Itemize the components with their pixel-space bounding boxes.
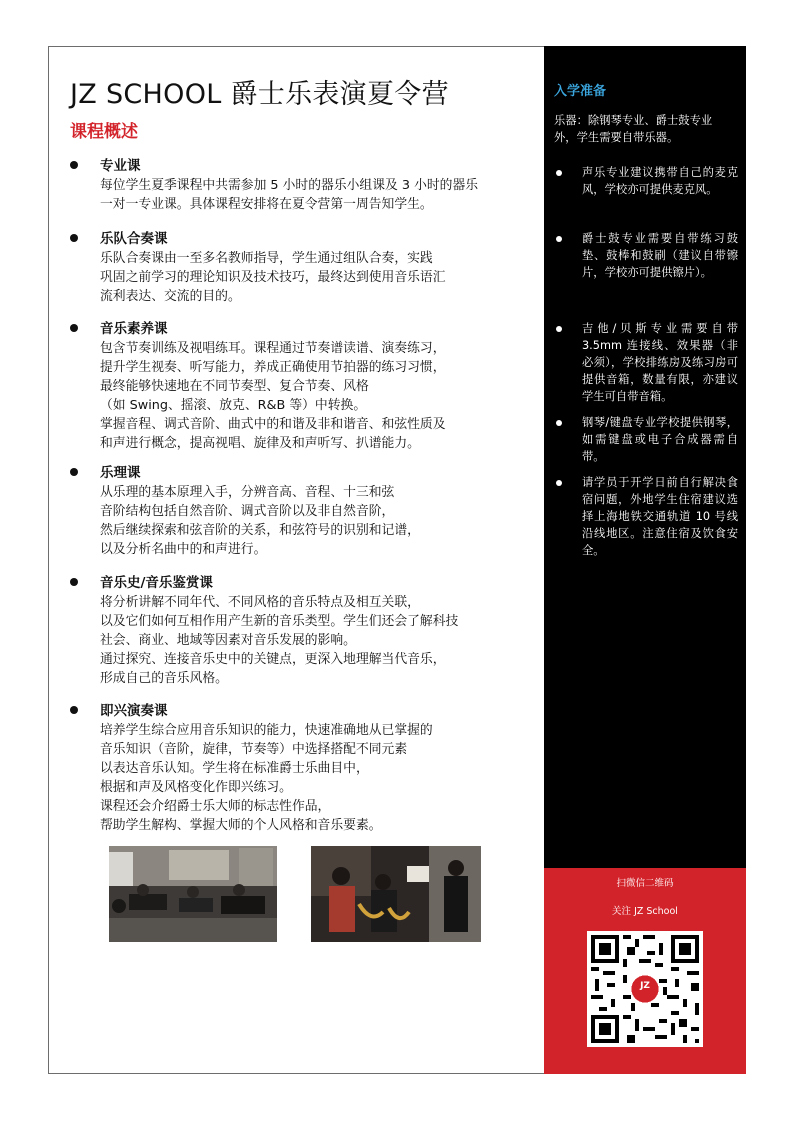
bullet-icon <box>70 706 78 714</box>
page-subtitle: 课程概述 <box>70 122 138 142</box>
page-title: JZ SCHOOL 爵士乐表演夏令营 <box>70 79 449 110</box>
sidebar-item <box>554 164 738 198</box>
section-line: 以表达音乐认知。学生将在标准爵士乐曲目中， <box>100 761 369 776</box>
section-line: 课程还会介绍爵士乐大师的标志性作品， <box>100 799 331 814</box>
section-line: 一对一专业课。具体课程安排将在夏令营第一周告知学生。 <box>100 197 433 212</box>
wechat-qr-code[interactable] <box>587 931 703 1047</box>
classroom-photo <box>109 846 277 942</box>
sidebar-item-text: 吉他/贝斯专业需要自带 3.5mm 连接线、效果器（非必须），学校排练房及练习房可提供音箱，数量有限，亦建议学生可自带音箱。 <box>582 322 738 403</box>
section-title: 即兴演奏课 <box>100 703 168 719</box>
bullet-icon <box>70 324 78 332</box>
section-line: 乐队合奏课由一至多名教师指导，学生通过组队合奏，实践 <box>100 251 433 266</box>
section-line: 然后继续探索和弦音阶的关系，和弦符号的识别和记谱， <box>100 523 420 538</box>
section-line: 包含节奏训练及视唱练耳。课程通过节奏谱读谱、演奏练习， <box>100 341 446 356</box>
section-line: 最终能够快速地在不同节奏型、复合节奏、风格 <box>100 379 369 394</box>
sidebar-item-text: 请学员于开学日前自行解决食宿问题，外地学生住宿建议选择上海地铁交通轨道 10 号线沿线地区。注意住宿及饮食安全。 <box>582 476 738 557</box>
bullet-icon <box>70 578 78 586</box>
section-theory <box>70 464 510 559</box>
section-line: 根据和声及风格变化作即兴练习。 <box>100 780 292 795</box>
section-specialty <box>70 157 510 214</box>
section-line: 巩固之前学习的理论知识及技术技巧，最终达到使用音乐语汇 <box>100 270 446 285</box>
bullet-icon <box>70 468 78 476</box>
bullet-icon <box>70 234 78 242</box>
bullet-icon <box>556 420 562 426</box>
sidebar-item-text: 声乐专业建议携带自己的麦克风，学校亦可提供麦克风。 <box>582 166 738 196</box>
sidebar-item-text: 钢琴/键盘专业学校提供钢琴，如需键盘或电子合成器需自带。 <box>582 416 738 463</box>
qr-label-scan: 扫微信二维码 <box>616 878 674 889</box>
sidebar-intro: 乐器：除钢琴专业、爵士鼓专业外，学生需要自带乐器。 <box>554 114 713 144</box>
section-musicianship <box>70 320 510 453</box>
sidebar-item <box>554 474 738 559</box>
section-line: 社会、商业、地域等因素对音乐发展的影响。 <box>100 633 356 648</box>
section-line: 掌握音程、调式音阶、曲式中的和谐及非和谐音、和弦性质及 <box>100 417 446 432</box>
section-line: 形成自己的音乐风格。 <box>100 671 228 686</box>
bullet-icon <box>556 236 562 242</box>
section-line: 音乐知识（音阶，旋律，节奏等）中选择搭配不同元素 <box>100 742 408 757</box>
section-line: （如 Swing、摇滚、放克、R&B 等）中转换。 <box>100 398 367 413</box>
bullet-icon <box>70 161 78 169</box>
qr-panel <box>544 868 746 1074</box>
sidebar-item <box>554 320 738 405</box>
section-line: 将分析讲解不同年代、不同风格的音乐特点及相互关联， <box>100 595 420 610</box>
section-line: 培养学生综合应用音乐知识的能力，快速准确地从已掌握的 <box>100 723 433 738</box>
section-title: 乐队合奏课 <box>100 231 168 247</box>
section-line: 帮助学生解构、掌握大师的个人风格和音乐要素。 <box>100 818 382 833</box>
sidebar-heading: 入学准备 <box>554 84 607 99</box>
band-rehearsal-photo <box>311 846 481 942</box>
section-line: 提升学生视奏、听写能力，养成正确使用节拍器的练习习惯， <box>100 360 446 375</box>
section-title: 音乐素养课 <box>100 321 168 337</box>
qr-label-follow: 关注 JZ School <box>612 906 678 917</box>
section-history <box>70 574 510 688</box>
section-title: 专业课 <box>100 158 141 174</box>
section-line: 从乐理的基本原理入手，分辨音高、音程、十三和弦 <box>100 485 395 500</box>
section-line: 以及它们如何互相作用产生新的音乐类型。学生们还会了解科技 <box>100 614 459 629</box>
bullet-icon <box>556 480 562 486</box>
admission-sidebar <box>544 46 746 868</box>
sidebar-item-text: 爵士鼓专业需要自带练习鼓垫、鼓棒和鼓刷（建议自带镲片，学校亦可提供镲片）。 <box>582 232 738 279</box>
bullet-icon <box>556 326 562 332</box>
sidebar-item <box>554 414 738 465</box>
section-ensemble <box>70 230 510 306</box>
section-title: 音乐史/音乐鉴赏课 <box>100 575 213 591</box>
section-line: 每位学生夏季课程中共需参加 5 小时的器乐小组课及 3 小时的器乐 <box>100 178 479 193</box>
section-title: 乐理课 <box>100 465 141 481</box>
bullet-icon <box>556 170 562 176</box>
section-line: 音阶结构包括自然音阶、调式音阶以及非自然音阶， <box>100 504 395 519</box>
section-line: 流利表达、交流的目的。 <box>100 289 241 304</box>
section-line: 和声进行概念，提高视唱、旋律及和声听写、扒谱能力。 <box>100 436 420 451</box>
section-line: 通过探究、连接音乐史中的关键点，更深入地理解当代音乐， <box>100 652 446 667</box>
section-improvisation <box>70 702 510 835</box>
section-line: 以及分析名曲中的和声进行。 <box>100 542 267 557</box>
sidebar-item <box>554 230 738 281</box>
qr-logo-text: JZ <box>640 981 650 991</box>
